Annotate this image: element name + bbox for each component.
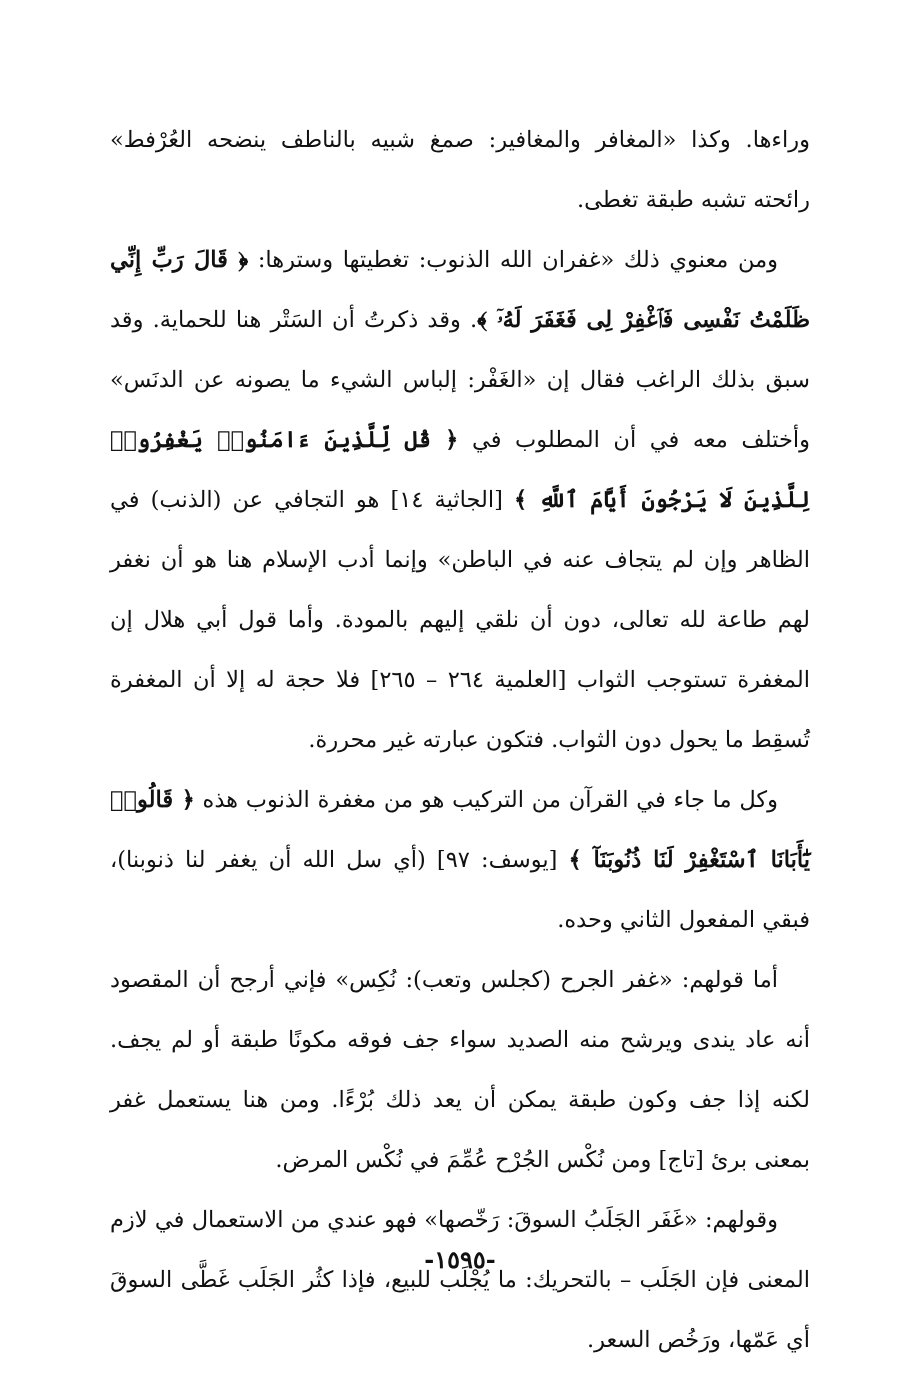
text-segment: وقولهم: «غَفَر الجَلَبُ السوقَ: رَخّصها» فهو عندي من الاستعمال في لازم المعنى فإن الجَلَب – بالتحريك: ما يُجْلَب للبيع، فإذا كثُر الجَلَب غَطَّى السوقَ أي عَمّها، ورَخُص السعر.	[110, 1207, 810, 1353]
paragraph	[110, 110, 810, 230]
text-segment: وكل ما جاء في القرآن من التركيب هو من مغفرة الذنوب هذه	[194, 787, 778, 813]
paragraph	[110, 1190, 810, 1370]
text-segment: [الجاثية ١٤] هو التجافي عن (الذنب) في الظاهر وإن لم يتجاف عنه في الباطن» وإنما أدب الإسلام هنا هو أن نغفر لهم طاعة لله تعالى، دون أن نلقي إليهم بالمودة. وأما قول أبي هلال إن المغفرة تستوجب الثواب [العلمية ٢٦٤ – ٢٦٥] فلا حجة له إلا أن المغفرة تُسقِط ما يحول دون الثواب. فتكون عبارته غير محررة.	[110, 487, 810, 753]
text-segment: [يوسف: ٩٧] (أي سل الله أن يغفر لنا ذنوبنا)، فبقي المفعول الثاني وحده.	[110, 847, 810, 933]
paragraph	[110, 230, 810, 770]
text-segment: أما قولهم: «غفر الجرح (كجلس وتعب): نُكِس» فإني أرجح أن المقصود أنه عاد يندى ويرشح منه الصديد سواء جف فوقه مكونًا طبقة أو لم يجف. لكنه إذا جف وكون طبقة يمكن أن يعد ذلك بُرْءًا. ومن هنا يستعمل غفر بمعنى برئ [تاج] ومن نُكْس الجُرْح عُمِّمَ في نُكْس المرض.	[110, 967, 810, 1173]
paragraph	[110, 770, 810, 950]
paragraph	[110, 950, 810, 1190]
quran-verse: ﴿ قَالَ رَبِّ إِنِّي ظَلَمْتُ نَفْسِى فَٱغْفِرْ لِى فَغَفَرَ لَهُۥٓ ﴾	[110, 247, 810, 333]
body-text	[110, 110, 810, 1370]
text-segment: . وقد ذكرتُ أن السَتْر هنا للحماية. وقد سبق بذلك الراغب فقال إن «الغَفْر: إلباس الشيء ما يصونه عن الدنَس» وأختلف معه في أن المطلوب في	[110, 307, 810, 453]
quran-verse: ﴿ قَالُوا۟ يَٰٓأَبَانَا ٱسْتَغْفِرْ لَنَا ذُنُوبَنَآ ﴾	[110, 787, 810, 873]
page-number: -١٥٩٥-	[424, 1245, 496, 1274]
text-segment: ومن معنوي ذلك «غفران الله الذنوب: تغطيتها وسترها:	[248, 247, 778, 273]
quran-verse: ﴿ قُل لِّلَّذِينَ ءَامَنُوا۟ يَغْفِرُوا۟ لِلَّذِينَ لَا يَرْجُونَ أَيَّامَ ٱللَّهِ ﴾	[110, 427, 810, 513]
text-segment: وراءها. وكذا «المغافر والمغافير: صمغ شبيه بالناطف ينضحه العُرْفط» رائحته تشبه طبقة تغطى.	[110, 127, 810, 213]
